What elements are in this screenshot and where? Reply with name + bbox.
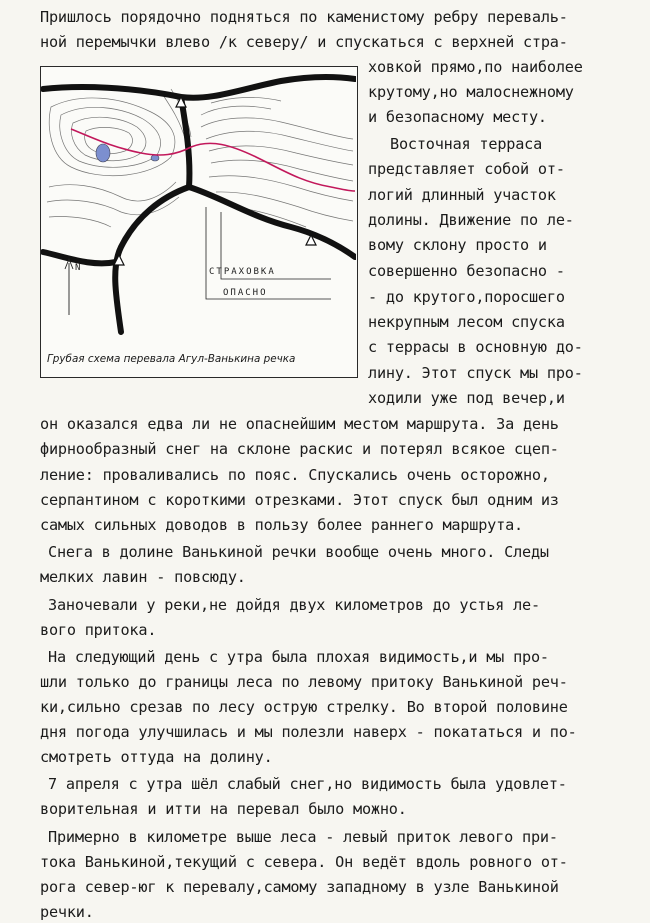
text-line: логий длинный участок bbox=[368, 186, 556, 204]
text-line: ление: проваливались по пояс. Спускались очень осторожно, bbox=[40, 466, 550, 484]
text-line: вому склону просто и bbox=[368, 236, 547, 254]
text-line: некрупным лесом спуска bbox=[368, 313, 565, 331]
text-line: крутому,но малоснежному bbox=[368, 83, 574, 101]
text-line: фирнообразный снег на склоне раскис и потерял всякое сцеп- bbox=[40, 440, 559, 458]
text-line: речки. bbox=[40, 903, 94, 921]
text-line: мелких лавин - повсюду. bbox=[40, 568, 246, 586]
text-line: смотреть оттуда на долину. bbox=[40, 748, 273, 766]
text-line: На следующий день с утра была плохая видимость,и мы про- bbox=[48, 648, 549, 666]
north-label: N bbox=[75, 263, 81, 273]
text-line: дня погода улучшилась и мы полезли наверх - покататься и по- bbox=[40, 723, 577, 741]
text-line: Пришлось порядочно подняться по каменистому ребру переваль- bbox=[40, 8, 568, 26]
text-line: самых сильных доводов в пользу более раннего маршрута. bbox=[40, 516, 523, 534]
text-line: Заночевали у реки,не дойдя двух километров до устья ле- bbox=[48, 596, 540, 614]
figure-caption: Грубая схема перевала Агул-Ванькина речка bbox=[47, 353, 296, 365]
text-line: ки,сильно срезав по лесу острую стрелку. Во второй половине bbox=[40, 698, 568, 716]
pass-sketch-map bbox=[40, 66, 358, 378]
text-line: ховкой прямо,по наиболее bbox=[368, 58, 583, 76]
text-line: Примерно в километре выше леса - левый приток левого при- bbox=[48, 828, 558, 846]
text-line: и безопасному месту. bbox=[368, 108, 547, 126]
text-line: - до крутого,поросшего bbox=[368, 288, 565, 306]
text-line: тока Ванькиной,текущий с севера. Он ведёт вдоль ровного от- bbox=[40, 853, 568, 871]
text-line: долины. Движение по ле- bbox=[368, 211, 574, 229]
text-line: он оказался едва ли не опаснейшим местом маршрута. За день bbox=[40, 415, 559, 433]
text-line: вого притока. bbox=[40, 621, 157, 639]
text-line: Восточная терраса bbox=[390, 135, 543, 153]
legend-belay: СТРАХОВКА bbox=[209, 267, 276, 277]
text-line: представляет собой от- bbox=[368, 160, 565, 178]
map-drawing bbox=[41, 67, 356, 347]
text-line: рога север-юг к перевалу,самому западному в узле Ванькиной bbox=[40, 878, 559, 896]
legend-danger: ОПАСНО bbox=[223, 288, 268, 298]
text-line: ворительная и итти на перевал было можно. bbox=[40, 800, 407, 818]
text-line: ходили уже под вечер,и bbox=[368, 389, 565, 407]
text-line: Снега в долине Ванькиной речки вообще очень много. Следы bbox=[48, 543, 549, 561]
text-line: шли только до границы леса по левому притоку Ванькиной реч- bbox=[40, 673, 568, 691]
text-line: серпантином с короткими отрезками. Этот спуск был одним из bbox=[40, 491, 559, 509]
text-line: 7 апреля с утра шёл слабый снег,но видимость была удовлет- bbox=[48, 775, 567, 793]
text-line: лину. Этот спуск мы про- bbox=[368, 364, 583, 382]
text-line: совершенно безопасно - bbox=[368, 262, 565, 280]
text-line: ной перемычки влево /к северу/ и спускаться с верхней стра- bbox=[40, 33, 568, 51]
text-line: с террасы в основную до- bbox=[368, 338, 583, 356]
